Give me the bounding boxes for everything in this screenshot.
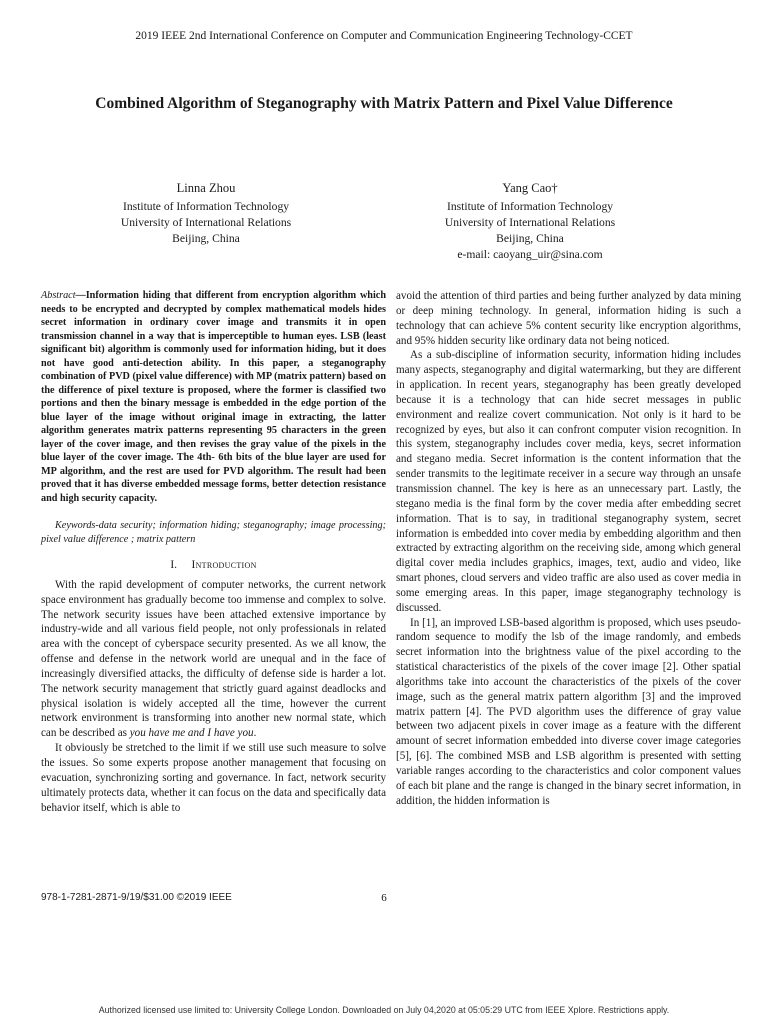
paragraph: It obviously be stretched to the limit if we still use such measure to solve the issues. So some experts propose another management that focusing on evacuation, synchronizing sorting and governance. In fact, network security ultimately protects data, whether it can focus on the data and specifically data behavior itself, which is able to (41, 742, 386, 814)
author-affiliation: Institute of Information Technology (122, 200, 290, 213)
license-notice: Authorized licensed use limited to: University College London. Downloaded on July 04,2020 at 05:05:29 UTC from IEEE Xplore. Restrictions apply. (98, 1005, 670, 1015)
paper-title: Combined Algorithm of Steganography with Matrix Pattern and Pixel Value Difference (95, 95, 673, 112)
author-university: University of International Relations (120, 216, 292, 229)
left-column (41, 289, 386, 815)
author-city: Beijing, China (172, 232, 240, 245)
author-university: University of International Relations (444, 216, 616, 229)
author-block-1 (66, 180, 346, 247)
abstract (41, 289, 386, 505)
page-number: 6 (381, 892, 387, 904)
paragraph: As a sub-discipline of information security, information hiding includes many aspects, steganography and digital watermarking, but they are different in application. In recent years, steganography has been greatly developed because it is a technology that can hide secret messages in public environment and realize covert communication. Not only is it hard to be recognized by eyes, but also it can confront computer vision recognition. In this system, steganography includes cover media, keys, secret information and stegano media. Secret information is the content information that the sender transmits to the legitimate receiver in a secure way through an unsafe transmission channel. The key is here as an unnecessary part. Lastly, the stegano media is the final form by the cover media after embedding secret information. That is to say, in traditional steganography system, secret information is embedded into cover media by embedding algorithm and then extracted by extracting algorithm on the receiving side, among which general digital cover media includes graphics, images, text, audio and video, like smart phones, cloud servers and video traffic are also used as cover media in some emerging areas. In this paper, image steganography technology is discussed. (396, 349, 741, 614)
right-column (396, 289, 741, 809)
author-email: e-mail: caoyang_uir@sina.com (457, 248, 603, 261)
author-name: Yang Cao† (502, 181, 558, 195)
abstract-label: Abstract (41, 290, 76, 301)
paragraph-text-end: . (253, 727, 257, 740)
paragraph: avoid the attention of third parties and being further analyzed by data mining or deep mining technology. In general, information hiding is such a technology that can achieve 5% content security like encryption algorithms, and 95% hidden security like ordinary data not being noticed. (396, 290, 741, 347)
author-city: Beijing, China (496, 232, 564, 245)
paragraph (41, 578, 386, 741)
italic-phrase: you have me and I have you (129, 727, 254, 740)
abstract-text: —Information hiding that different from encryption algorithm which needs to be encrypted and decrypted by complex mathematical models hides secret information in ordinary cover image and transmits it in open transmission channel in a way that is imperceptible to human eyes. LSB (least significant bit) algorithm is commonly used for information hiding, but it does not have good anti-detection ability. In this paper, a steganography combination of PVD (pixel value difference) with MP (matrix pattern) based on the difference of pixel texture is proposed, where the former is classified two portions and then the binary message is embedded in the edge portion of the blue layer of the image without original image in extracting, the latter algorithm generates matrix patterns representing 95 characters in the green layer of the cover image, and then revises the gray value of the pixels in the blue layer of the cover image. The 4th- 6th bits of the blue layer are used for MP algorithm, and the rest are used for PVD algorithm. The result had been proved that it has diverse embedded message forms, better detection resistance and high security capacity. (41, 290, 386, 504)
author-block-2 (390, 180, 670, 263)
section-number: I. (170, 559, 178, 571)
keywords: Keywords-data security; information hiding; steganography; image processing; pixel value difference ; matrix pattern (41, 520, 386, 545)
section-title: Introduction (191, 559, 257, 571)
author-name: Linna Zhou (176, 181, 236, 195)
paragraph-text: With the rapid development of computer networks, the current network space environment has gradually become too immense and complex to solve. The network security issues have been attached extensive importance by industry-wide and all various field people, not only professionals in related area with the concept of cyberspace security presented. As we all know, the offense and defense in the network world are unequal and in the face of increasingly diversified attacks, the difficulty of defense side is harder a lot. The network security management that strictly guard against deadlocks and physical isolation is widely accepted all the time, however the current network environment is transforming into another new normal state, which can be described as (41, 578, 386, 740)
isbn-footer: 978-1-7281-2871-9/19/$31.00 ©2019 IEEE (41, 892, 232, 903)
paragraph: In [1], an improved LSB-based algorithm is proposed, which uses pseudo-random sequence to modify the lsb of the image randomly, and embeds secret information into the brightness value of the pixel according to the statistical characteristics of the pixels of the cover image [2]. Other spatial algorithms take into account the characteristics of the pixels of the cover image, such as the general matrix pattern algorithm [3] and the improved matrix pattern [4]. The PVD algorithm uses the difference of gray value between two adjacent pixels in cover image as a feature with the different amount of secret information embedded into diverse cover image categories [5], [6]. The combined MSB and LSB algorithm is presented with setting variable ranges according to the characteristics and color component values of each bit plane and the range is changed in the binary secret information, in addition, the hidden information is (396, 616, 741, 807)
author-affiliation: Institute of Information Technology (446, 200, 614, 213)
conference-header: 2019 IEEE 2nd International Conference on Computer and Communication Engineering Technology-CCET (135, 30, 633, 42)
section-heading (41, 558, 386, 573)
